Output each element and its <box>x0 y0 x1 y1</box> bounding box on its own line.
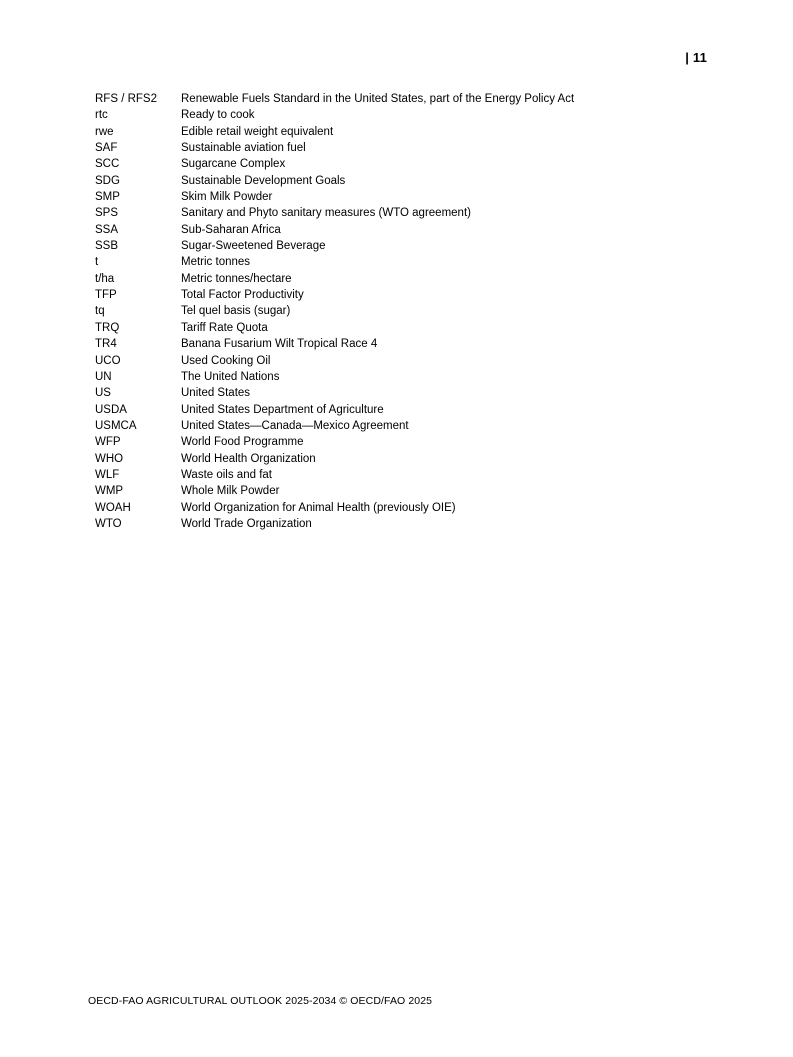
abbreviation-definition: Sub-Saharan Africa <box>181 223 281 236</box>
abbreviation-term: USDA <box>95 403 127 416</box>
abbreviation-term: UN <box>95 370 112 383</box>
abbreviation-row <box>95 402 723 418</box>
abbreviation-definition: Total Factor Productivity <box>181 289 304 302</box>
abbreviation-row <box>95 189 723 205</box>
abbreviation-row <box>95 156 723 172</box>
abbreviation-definition: United States <box>181 387 251 400</box>
abbreviation-definition: World Health Organization <box>181 452 316 465</box>
abbreviation-row <box>95 500 723 516</box>
abbreviation-row <box>95 91 723 107</box>
abbreviation-term: WHO <box>95 452 124 465</box>
abbreviation-row <box>95 467 723 483</box>
abbreviation-row <box>95 124 723 140</box>
abbreviation-term: SPS <box>95 207 119 220</box>
abbreviation-definition: Sugar-Sweetened Beverage <box>181 240 326 253</box>
abbreviation-row <box>95 516 723 532</box>
abbreviation-definition: Skim Milk Powder <box>181 191 273 204</box>
abbreviation-definition: United States—Canada—Mexico Agreement <box>181 419 409 432</box>
abbreviation-row <box>95 353 723 369</box>
abbreviation-definition: The United Nations <box>181 370 280 383</box>
abbreviation-term: UCO <box>95 354 121 367</box>
abbreviation-row <box>95 303 723 319</box>
abbreviation-definition: World Trade Organization <box>181 517 312 530</box>
abbreviation-definition: Used Cooking Oil <box>181 354 271 367</box>
abbreviation-definition: Metric tonnes <box>181 256 251 269</box>
abbreviation-row <box>95 320 723 336</box>
abbreviation-row <box>95 205 723 221</box>
page-number: | 11 <box>685 50 707 65</box>
abbreviation-definition: Ready to cook <box>181 109 255 122</box>
abbreviation-definition: Sustainable aviation fuel <box>181 142 306 155</box>
abbreviation-term: RFS / RFS2 <box>95 93 157 105</box>
abbreviation-term: t <box>95 256 99 269</box>
abbreviation-row <box>95 254 723 270</box>
abbreviation-row <box>95 336 723 352</box>
abbreviation-term: SCC <box>95 158 120 171</box>
abbreviation-term: tq <box>95 305 105 318</box>
page-footer: OECD-FAO AGRICULTURAL OUTLOOK 2025-2034 © OECD/FAO 2025 <box>88 995 433 1007</box>
abbreviation-term: rwe <box>95 125 114 138</box>
abbreviation-definition: Edible retail weight equivalent <box>181 125 334 138</box>
abbreviation-definition: Renewable Fuels Standard in the United States, part of the Energy Policy Act <box>181 93 575 105</box>
abbreviation-row <box>95 271 723 287</box>
abbreviation-term: WFP <box>95 436 121 449</box>
abbreviation-row <box>95 173 723 189</box>
abbreviation-row <box>95 140 723 156</box>
abbreviation-term: WOAH <box>95 501 131 514</box>
abbreviation-definition: Banana Fusarium Wilt Tropical Race 4 <box>181 338 378 351</box>
abbreviation-term: SAF <box>95 142 118 155</box>
abbreviation-row <box>95 238 723 254</box>
abbreviation-definition: Whole Milk Powder <box>181 485 280 498</box>
abbreviation-list <box>95 91 723 532</box>
abbreviation-definition: Sanitary and Phyto sanitary measures (WTO agreement) <box>181 207 471 220</box>
abbreviation-term: TRQ <box>95 321 120 334</box>
abbreviation-term: SSA <box>95 223 119 236</box>
abbreviation-term: SDG <box>95 174 120 187</box>
abbreviation-term: t/ha <box>95 272 115 285</box>
abbreviation-definition: Tel quel basis (sugar) <box>181 305 291 318</box>
abbreviation-row <box>95 434 723 450</box>
abbreviation-definition: Sustainable Development Goals <box>181 174 346 187</box>
abbreviation-term: US <box>95 387 111 400</box>
abbreviation-term: WMP <box>95 485 124 498</box>
abbreviation-row <box>95 451 723 467</box>
abbreviation-definition: Waste oils and fat <box>181 468 272 481</box>
abbreviation-row <box>95 385 723 401</box>
abbreviation-definition: Tariff Rate Quota <box>181 321 268 334</box>
abbreviation-term: SMP <box>95 191 120 204</box>
abbreviation-definition: United States Department of Agriculture <box>181 403 384 416</box>
abbreviation-row <box>95 287 723 303</box>
abbreviation-definition: Metric tonnes/hectare <box>181 272 292 285</box>
abbreviation-term: SSB <box>95 240 119 253</box>
abbreviation-term: TFP <box>95 289 117 302</box>
abbreviation-term: rtc <box>95 109 108 122</box>
abbreviation-row <box>95 222 723 238</box>
abbreviation-definition: World Food Programme <box>181 436 304 449</box>
abbreviation-term: TR4 <box>95 338 117 351</box>
abbreviation-term: USMCA <box>95 419 137 432</box>
abbreviation-row <box>95 483 723 499</box>
abbreviation-row <box>95 418 723 434</box>
abbreviation-term: WTO <box>95 517 122 530</box>
abbreviation-row <box>95 107 723 123</box>
abbreviation-term: WLF <box>95 468 120 481</box>
abbreviation-definition: Sugarcane Complex <box>181 158 286 171</box>
abbreviation-row <box>95 369 723 385</box>
abbreviation-definition: World Organization for Animal Health (previously OIE) <box>181 501 456 514</box>
